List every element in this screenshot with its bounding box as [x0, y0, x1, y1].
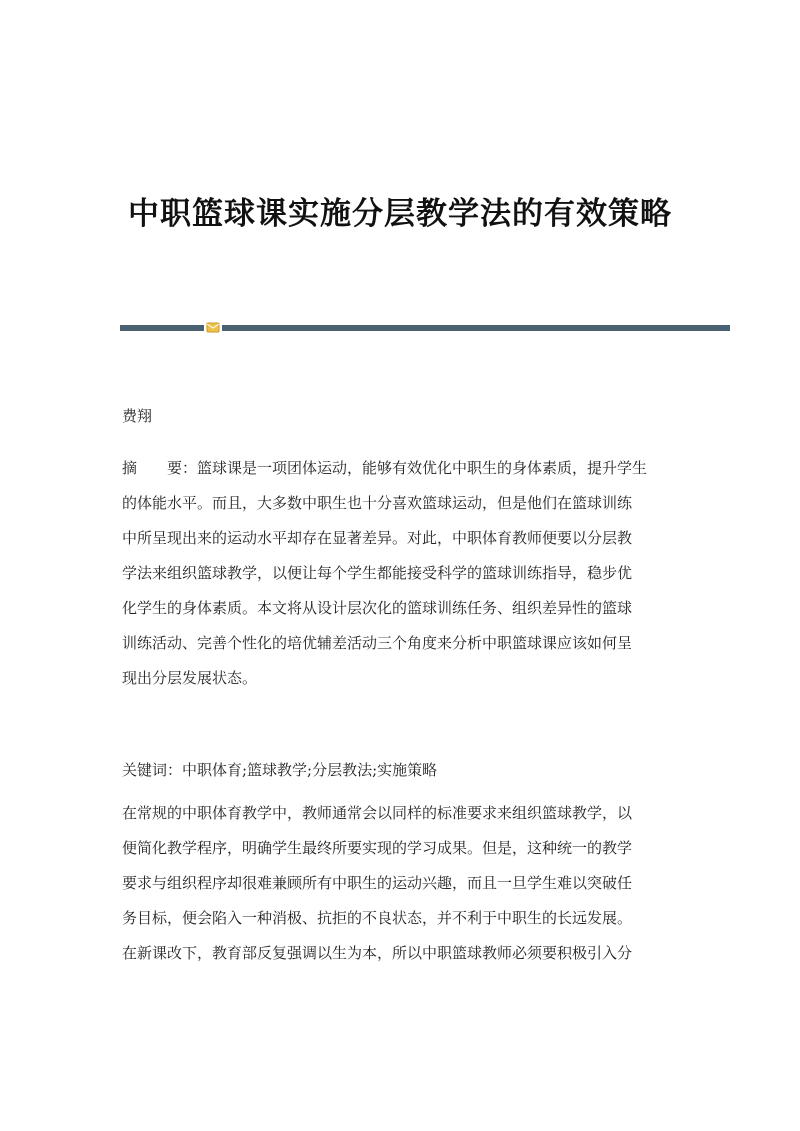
abstract-line: 训练活动、完善个性化的培优辅差活动三个角度来分析中职篮球课应该如何呈 — [122, 634, 633, 652]
document-title: 中职篮球课实施分层教学法的有效策略 — [128, 196, 672, 232]
body-line: 务目标，便会陷入一种消极、抗拒的不良状态，并不利于中职生的长远发展。 — [122, 909, 633, 927]
abstract-line: 化学生的身体素质。本文将从设计层次化的篮球训练任务、组织差异性的篮球 — [122, 599, 633, 617]
abstract-line: 摘 要：篮球课是一项团体运动，能够有效优化中职生的身体素质，提升学生 — [122, 459, 648, 477]
body-line: 便简化教学程序，明确学生最终所要实现的学习成果。但是，这种统一的教学 — [122, 839, 633, 857]
abstract-line: 的体能水平。而且，大多数中职生也十分喜欢篮球运动，但是他们在篮球训练 — [122, 494, 633, 512]
author-name: 费翔 — [122, 407, 153, 425]
title-divider-right — [222, 325, 730, 331]
keywords: 关键词：中职体育;篮球教学;分层教法;实施策略 — [122, 761, 438, 779]
body-line: 要求与组织程序却很难兼顾所有中职生的运动兴趣，而且一旦学生难以突破任 — [122, 874, 633, 892]
abstract-line: 中所呈现出来的运动水平却存在显著差异。对此，中职体育教师便要以分层教 — [122, 529, 633, 547]
abstract-line: 现出分层发展状态。 — [122, 669, 258, 687]
body-line: 在新课改下，教育部反复强调以生为本，所以中职篮球教师必须要积极引入分 — [122, 944, 633, 962]
body-line: 在常规的中职体育教学中，教师通常会以同样的标准要求来组织篮球教学，以 — [122, 804, 633, 822]
abstract-line: 学法来组织篮球教学，以便让每个学生都能接受科学的篮球训练指导，稳步优 — [122, 564, 633, 582]
small-envelope-icon — [206, 322, 220, 333]
body-paragraph — [122, 803, 682, 978]
abstract — [122, 458, 682, 703]
title-divider-left — [120, 325, 204, 331]
